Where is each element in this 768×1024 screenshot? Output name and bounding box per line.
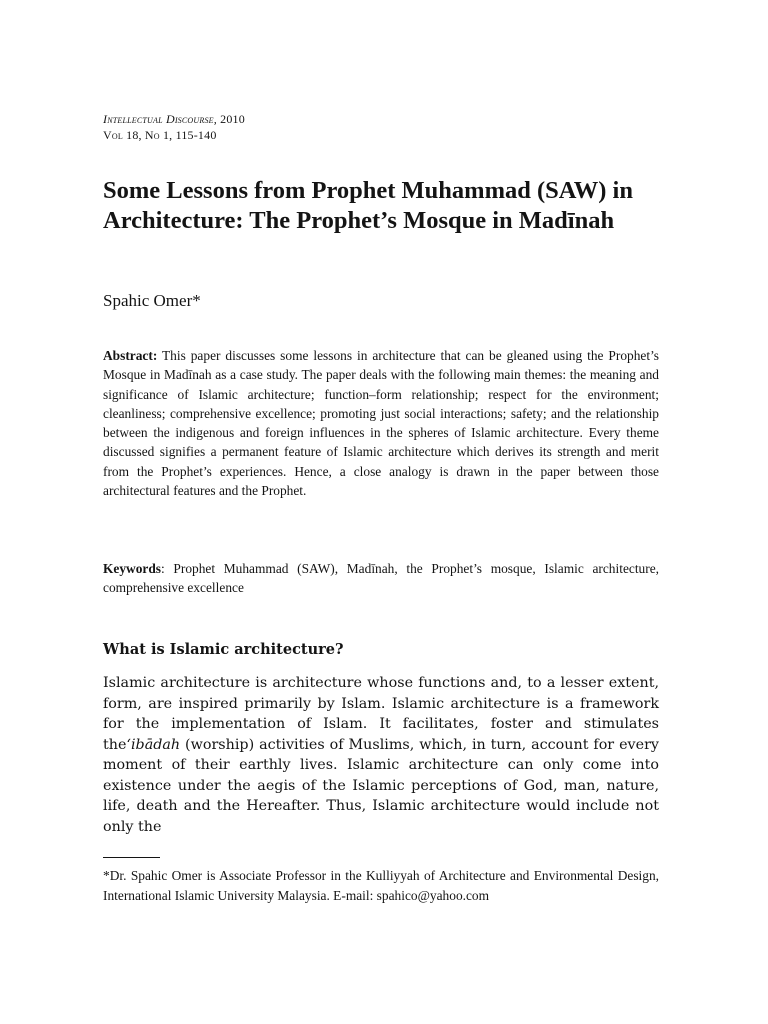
journal-header: [103, 111, 245, 143]
keywords-text: : Prophet Muhammad (SAW), Madīnah, the Prophet’s mosque, Islamic architecture, comprehensive excellence: [103, 561, 659, 596]
keywords-label: Keywords: [103, 561, 162, 576]
journal-year: 2010: [216, 112, 245, 126]
body-text-part1: Islamic architecture is architecture whose functions and, to a lesser extent, form, are inspired primarily by Islam. Islamic architecture is a framework for the implementation of Islam. It facilitates, foster and stimulates the: [103, 675, 659, 753]
journal-volume-issue: Vol 18, No 1, 115-140: [103, 128, 217, 142]
footnote-divider: [103, 857, 160, 858]
keywords: [103, 559, 659, 598]
paper-title: Some Lessons from Prophet Muhammad (SAW) in Architecture: The Prophet’s Mosque in Madīnah: [103, 177, 633, 234]
abstract-label: Abstract:: [103, 348, 158, 363]
abstract: [103, 346, 659, 500]
footnote: *Dr. Spahic Omer is Associate Professor in the Kulliyyah of Architecture and Environmental Design, International Islamic University Malaysia. E-mail: spahico@yahoo.com: [103, 868, 659, 903]
author-name: Spahic Omer*: [103, 291, 201, 310]
body-term-ibadah: ‘ibādah: [126, 736, 181, 753]
journal-name: Intellectual Discourse,: [103, 112, 217, 126]
section-heading: What is Islamic architecture?: [103, 641, 344, 658]
body-paragraph: [103, 673, 659, 837]
journal-citation-line: [103, 111, 245, 127]
abstract-text: This paper discusses some lessons in architecture that can be gleaned using the Prophet’s Mosque in Madīnah as a case study. The paper deals with the following main themes: the meaning and significance of Islamic architecture; function–form relationship; respect for the environment; cleanliness; comprehensive excellence; promoting just social interactions; safety; and the relationship between the indigenous and foreign influences in the spheres of Islamic architecture. Every theme discussed signifies a permanent feature of Islamic architecture which derives its strength and merit from the Prophet’s experiences. Hence, a close analogy is drawn in the paper between those architectural features and the Prophet.: [103, 348, 659, 499]
body-text-part2: (worship) activities of Muslims, which, in turn, account for every moment of their earthly lives. Islamic architecture can only come into existence under the aegis of the Islamic perceptions of God, man, nature, life, death and the Hereafter. Thus, Islamic architecture would include not only the: [103, 736, 659, 835]
